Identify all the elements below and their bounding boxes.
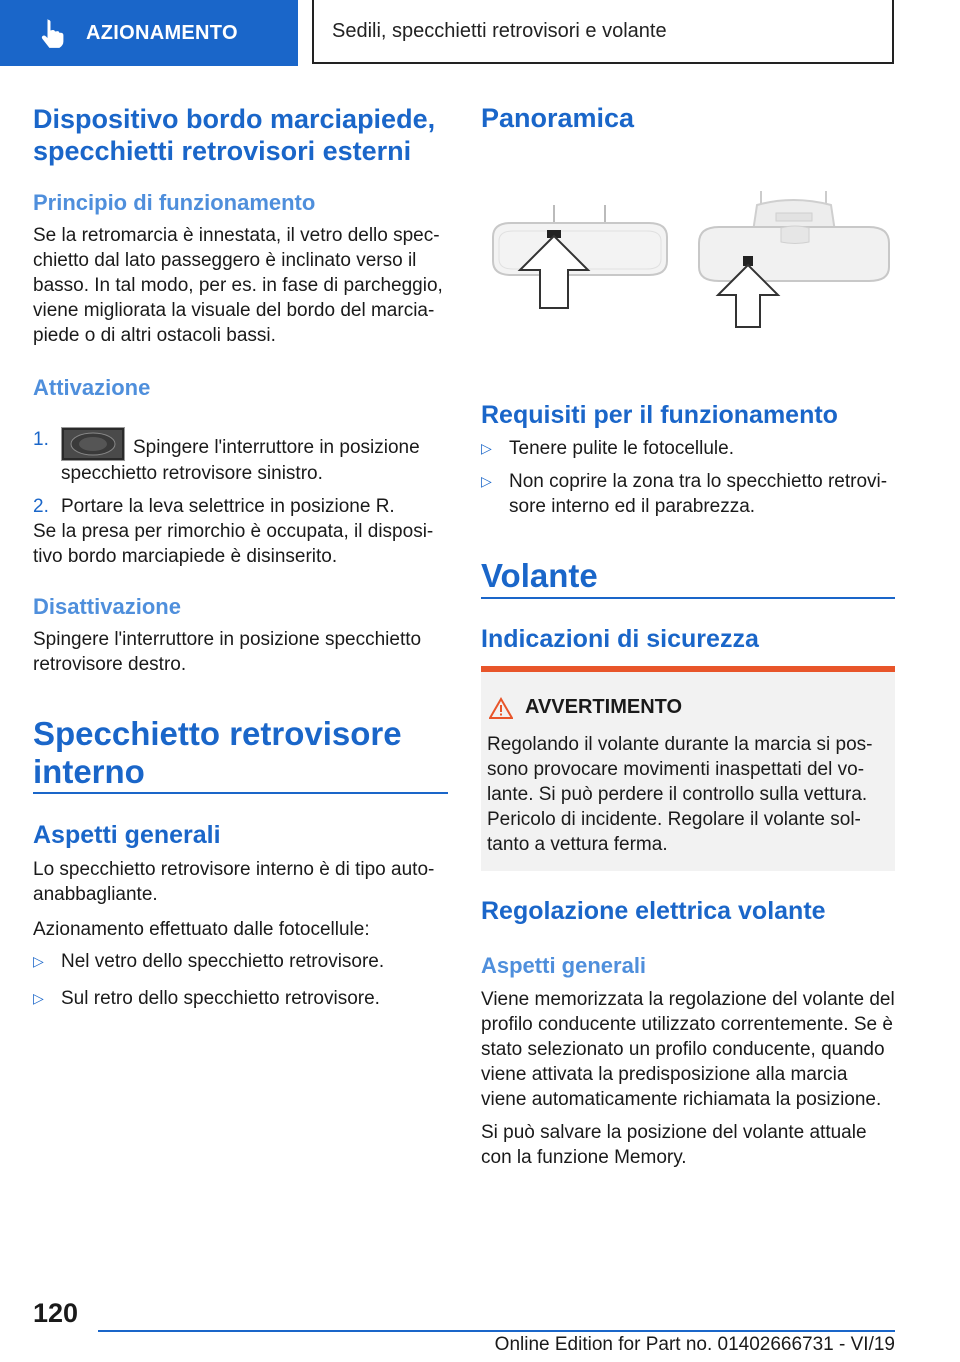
sicurezza-heading: Indicazioni di sicurezza: [481, 625, 759, 653]
aspetti-heading: Aspetti generali: [33, 821, 221, 849]
footer-rule: [98, 1330, 895, 1332]
triangle-bullet-icon: ▷: [33, 953, 44, 969]
list-item: [33, 427, 448, 486]
attivazione-steps: [33, 427, 448, 519]
mirror-illustration: [481, 183, 895, 353]
page-title: Dispositivo bordo marciapiede, specchietti retrovisori esterni: [33, 104, 436, 166]
step-number: 2.: [33, 496, 49, 517]
warning-text: Regolando il volante durante la marcia si possono provocare movimenti inaspettati del volante. Si può perdere il controllo sulla vettura. Pericolo di incidente. Regolare il volante soltanto a vettura ferma.: [487, 734, 873, 855]
aspetti-text: Lo specchietto retrovisore interno è di tipo autoanabbagliante.: [33, 859, 435, 905]
list-item: ▷ Non coprire la zona tra lo specchietto retrovisore interno ed il parabrezza.: [481, 471, 888, 517]
triangle-bullet-icon: ▷: [481, 473, 492, 489]
section-tab: [0, 0, 298, 66]
attivazione-note: Se la presa per rimorchio è occupata, il dispositivo bordo marciapiede è disinserito.: [33, 521, 434, 567]
section-title-volante: Volante: [481, 557, 598, 594]
edition-text: Online Edition for Part no. 01402666731 - VI/19: [494, 1334, 895, 1355]
list-item: ▷ Nel vetro dello specchietto retrovisore.: [33, 951, 385, 972]
attivazione-heading: Attivazione: [33, 375, 151, 400]
panoramica-heading: Panoramica: [481, 103, 635, 133]
regolazione-heading: Regolazione elettrica volante: [481, 897, 826, 925]
fotocellule-intro: Azionamento effettuato dalle fotocellule:: [33, 919, 370, 940]
aspetti-generali-heading: Aspetti generali: [481, 953, 647, 978]
memory-text: Si può salvare la posizione del volante attuale con la funzione Memory.: [481, 1122, 867, 1168]
list-item: [33, 494, 448, 519]
triangle-bullet-icon: ▷: [33, 990, 44, 1006]
disattivazione-heading: Disattivazione: [33, 594, 181, 619]
page-number: 120: [33, 1298, 79, 1328]
principio-heading: Principio di funzionamento: [33, 190, 316, 215]
section-label: AZIONAMENTO: [86, 21, 238, 44]
warning-label: AVVERTIMENTO: [525, 696, 683, 718]
section-title-specchietto: Specchietto retrovisore interno: [33, 715, 402, 790]
section-rule: [33, 792, 448, 794]
warning-box: [481, 666, 895, 871]
list-item: ▷ Sul retro dello specchietto retrovisore.: [33, 988, 380, 1009]
step-text: Portare la leva selettrice in posizione R.: [61, 496, 395, 517]
step-number: 1.: [33, 429, 49, 450]
breadcrumb: Sedili, specchietti retrovisori e volante: [312, 0, 894, 64]
warning-triangle-icon: [489, 697, 513, 719]
hand-pointer-icon: [38, 18, 66, 48]
regolazione-text: Viene memorizzata la regolazione del volante del profilo conducente utilizzato correntemente. Se è stato selezionato un profilo conducente, quando viene attivata la predisposizione alla marcia viene automaticamente richiamata la posizione.: [481, 989, 895, 1110]
step-text: Spingere l'interruttore in posizione specchietto retrovisore sinistro.: [61, 437, 420, 484]
requisiti-list: [481, 436, 895, 519]
principio-text: Se la retromarcia è innestata, il vetro dello specchietto dal lato passeggero è inclinato verso il basso. In tal modo, per es. in fase di parcheggio, viene migliorata la visuale del bordo del marciapiede o di altri ostacoli bassi.: [33, 225, 443, 346]
section-rule: [481, 597, 895, 599]
list-item: ▷ Tenere pulite le fotocellule.: [481, 438, 734, 459]
fotocellule-list: [33, 949, 448, 1011]
disattivazione-text: Spingere l'interruttore in posizione specchietto retrovisore destro.: [33, 629, 422, 675]
mirror-switch-icon: [61, 427, 125, 461]
triangle-bullet-icon: ▷: [481, 440, 492, 456]
requisiti-heading: Requisiti per il funzionamento: [481, 401, 838, 429]
